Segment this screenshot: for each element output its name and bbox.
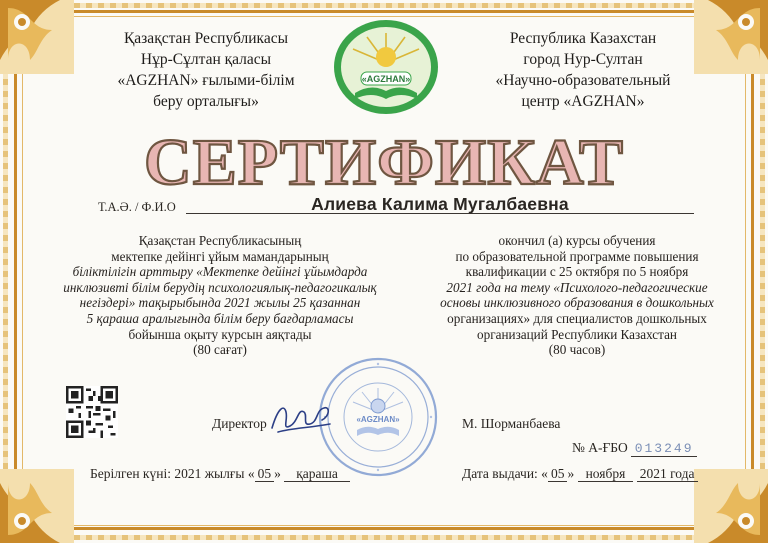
- date-label: Берілген күні: 2021 жылғы «: [90, 466, 255, 481]
- header-kazakh: [96, 28, 316, 112]
- corner-ornament-icon: [694, 469, 768, 543]
- date-month: қараша: [284, 466, 350, 482]
- body-line: инклюзивті білім берудің психологиялық-педагогикалық: [63, 279, 377, 295]
- date-day: 05: [255, 466, 275, 482]
- border-ornament-top: [74, 3, 694, 8]
- header-line: город Нур-Султан: [523, 51, 643, 68]
- header-line: беру орталығы»: [153, 93, 259, 110]
- body-line: негіздері» тақырыбында 2021 жылы 25 қазаннан: [79, 295, 361, 311]
- issue-date-kazakh: Берілген күні: 2021 жылғы « 05 » қараша: [90, 466, 350, 482]
- body-line: организациях» для специалистов дошкольных: [447, 310, 707, 326]
- body-line: квалификации с 25 октября по 5 ноября: [465, 264, 689, 280]
- body-line: мектепке дейінгі ұйым мамандарының: [111, 248, 329, 264]
- body-line: по образовательной программе повышения: [455, 248, 699, 264]
- header-russian: [468, 28, 698, 112]
- body-line: бойынша оқыту курсын аяқтады: [128, 326, 312, 342]
- date-day: 05: [548, 466, 568, 482]
- agzhan-logo-icon: [331, 17, 441, 117]
- body-line: организаций Республики Казахстан: [477, 326, 677, 342]
- header-line: Республика Казахстан: [509, 30, 657, 47]
- certificate-number: [572, 440, 697, 457]
- body-line: окончил (а) курсы обучения: [498, 233, 656, 248]
- corner-ornament-icon: [0, 469, 74, 543]
- body-line: 2021 года на тему «Психолого-педагогические: [446, 279, 708, 295]
- body-line: (80 сағат): [193, 342, 247, 358]
- header-line: Нұр-Сұлтан қаласы: [140, 51, 272, 68]
- official-seal-icon: [317, 356, 439, 478]
- body-line: 5 қараша аралығында білім беру бағдарламасы: [86, 310, 354, 326]
- director-label: Директор: [212, 416, 267, 431]
- date-label: Дата выдачи: «: [462, 466, 548, 481]
- qr-code-icon: [66, 386, 118, 438]
- body-line: біліктілігін арттыру «Мектепке дейінгі ұйымдарда: [72, 264, 368, 280]
- body-russian: [412, 233, 742, 358]
- header-line: «Научно-образовательный: [495, 72, 671, 89]
- recipient-label: Т.А.Ә. / Ф.И.О: [98, 200, 176, 214]
- body-line: (80 часов): [548, 342, 606, 358]
- header-line: центр «AGZHAN»: [521, 93, 645, 110]
- body-kazakh: [50, 233, 390, 358]
- border-ornament-bottom: [74, 535, 694, 540]
- body-line: основы инклюзивного образования в дошкольных: [440, 295, 714, 311]
- number-prefix: № А-ҒБО: [572, 440, 628, 455]
- issue-date-russian: Дата выдачи: « 05 » ноября 2021 года: [462, 466, 698, 482]
- body-line: Қазақстан Республикасының: [138, 233, 302, 248]
- recipient-name: Алиева Калима Мугалбаевна: [311, 194, 569, 214]
- corner-ornament-icon: [0, 0, 74, 74]
- number-value: 013249: [634, 441, 694, 456]
- signer-name: М. Шорманбаева: [462, 416, 561, 431]
- seal-text: «AGZHAN»: [356, 415, 400, 424]
- signature-icon: [268, 398, 334, 438]
- certificate-title: [0, 118, 768, 198]
- corner-ornament-icon: [694, 0, 768, 74]
- date-year: 2021 года: [637, 466, 698, 482]
- header-line: Қазақстан Республикасы: [123, 30, 289, 47]
- logo-text: «AGZHAN»: [361, 74, 411, 84]
- date-month: ноября: [578, 466, 634, 482]
- title-text: СЕРТИФИКАТ: [144, 126, 624, 198]
- header-line: «AGZHAN» ғылыми-білім: [117, 72, 295, 89]
